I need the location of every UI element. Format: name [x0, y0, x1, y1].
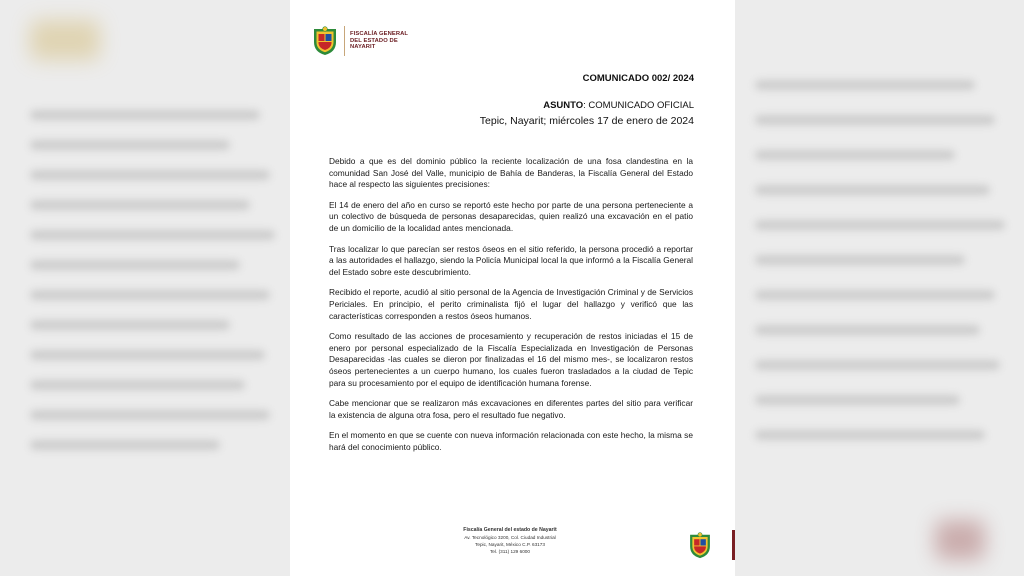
coat-of-arms-icon: [688, 532, 712, 559]
logo-line-2: DEL ESTADO DE: [350, 37, 398, 44]
asunto-value: : COMUNICADO OFICIAL: [583, 100, 694, 111]
footer-title: Fiscalía General del estado de Nayarit: [463, 527, 557, 533]
document-page: [290, 0, 735, 576]
asunto-line: [543, 100, 694, 111]
footer-logo: [688, 532, 712, 564]
logo-divider: [344, 26, 345, 56]
footer-phone: Tel. (311) 129 6000: [489, 549, 531, 554]
background-right-blur: [735, 0, 1024, 576]
coat-of-arms-icon: [312, 26, 338, 56]
footer-accent-bar: [732, 530, 735, 560]
paragraph: Recibido el reporte, acudió al sitio personal de la Agencia de Investigación Criminal y de Servicios Periciales. En principio, el perito criminalista fijó el lugar del hallazgo y verificó que las características corresponden a restos óseos humanos.: [329, 287, 693, 321]
paragraph: Debido a que es del dominio público la reciente localización de una fosa clandestina en la comunidad San José del Valle, municipio de Bahía de Banderas, la Fiscalía General del Estado hace al respecto las siguientes precisiones:: [329, 156, 693, 190]
footer-contact: [430, 527, 590, 555]
paragraph: En el momento en que se cuente con nueva información relacionada con este hecho, la misma se hará del conocimiento público.: [329, 430, 693, 452]
paragraph: Tras localizar lo que parecían ser restos óseos en el sitio referido, la persona procedió a reportar a las autoridades el hallazgo, siendo la Policía Municipal local la que informó a la Fiscalía General del Estado sobre este descubrimiento.: [329, 243, 693, 277]
date-line: Tepic, Nayarit; miércoles 17 de enero de 2024: [479, 115, 694, 127]
footer-address-2: Tepic, Nayarit, México C.P. 63173: [475, 542, 545, 547]
comunicado-number: COMUNICADO 002/ 2024: [582, 73, 694, 84]
background-left-blur: [0, 0, 290, 576]
fiscalia-logo: [312, 26, 408, 56]
logo-line-1: FISCALÍA GENERAL: [350, 31, 409, 38]
logo-text: [350, 31, 408, 50]
paragraph: Como resultado de las acciones de procesamiento y recuperación de restos iniciadas el 15 de enero por personal especializado de la Fiscalía Especializada en Investigación de Personas Desaparecidas -las cuales se dieron por finalizadas el 16 del mismo mes-, se localizaron restos óseos pertenecientes a un cuerpo humano, los cuales fueron trasladados a la ciudad de Tepic para su procesamiento por el equipo de identificación humana forense.: [329, 331, 693, 388]
paragraph: Cabe mencionar que se realizaron más excavaciones en diferentes partes del sitio para verificar la existencia de alguna otra fosa, pero el resultado fue negativo.: [329, 398, 693, 420]
document-body: [329, 156, 693, 462]
paragraph: El 14 de enero del año en curso se reportó este hecho por parte de una persona perteneciente a un colectivo de búsqueda de personas desaparecidas, quien realizó una excavación en el patio de un domicilio de la localidad antes mencionada.: [329, 199, 693, 233]
footer-address-1: Av. Tecnológico 3200, Col. Ciudad Industrial: [464, 535, 556, 540]
asunto-label: ASUNTO: [543, 100, 584, 111]
logo-line-3: NAYARIT: [350, 44, 376, 51]
